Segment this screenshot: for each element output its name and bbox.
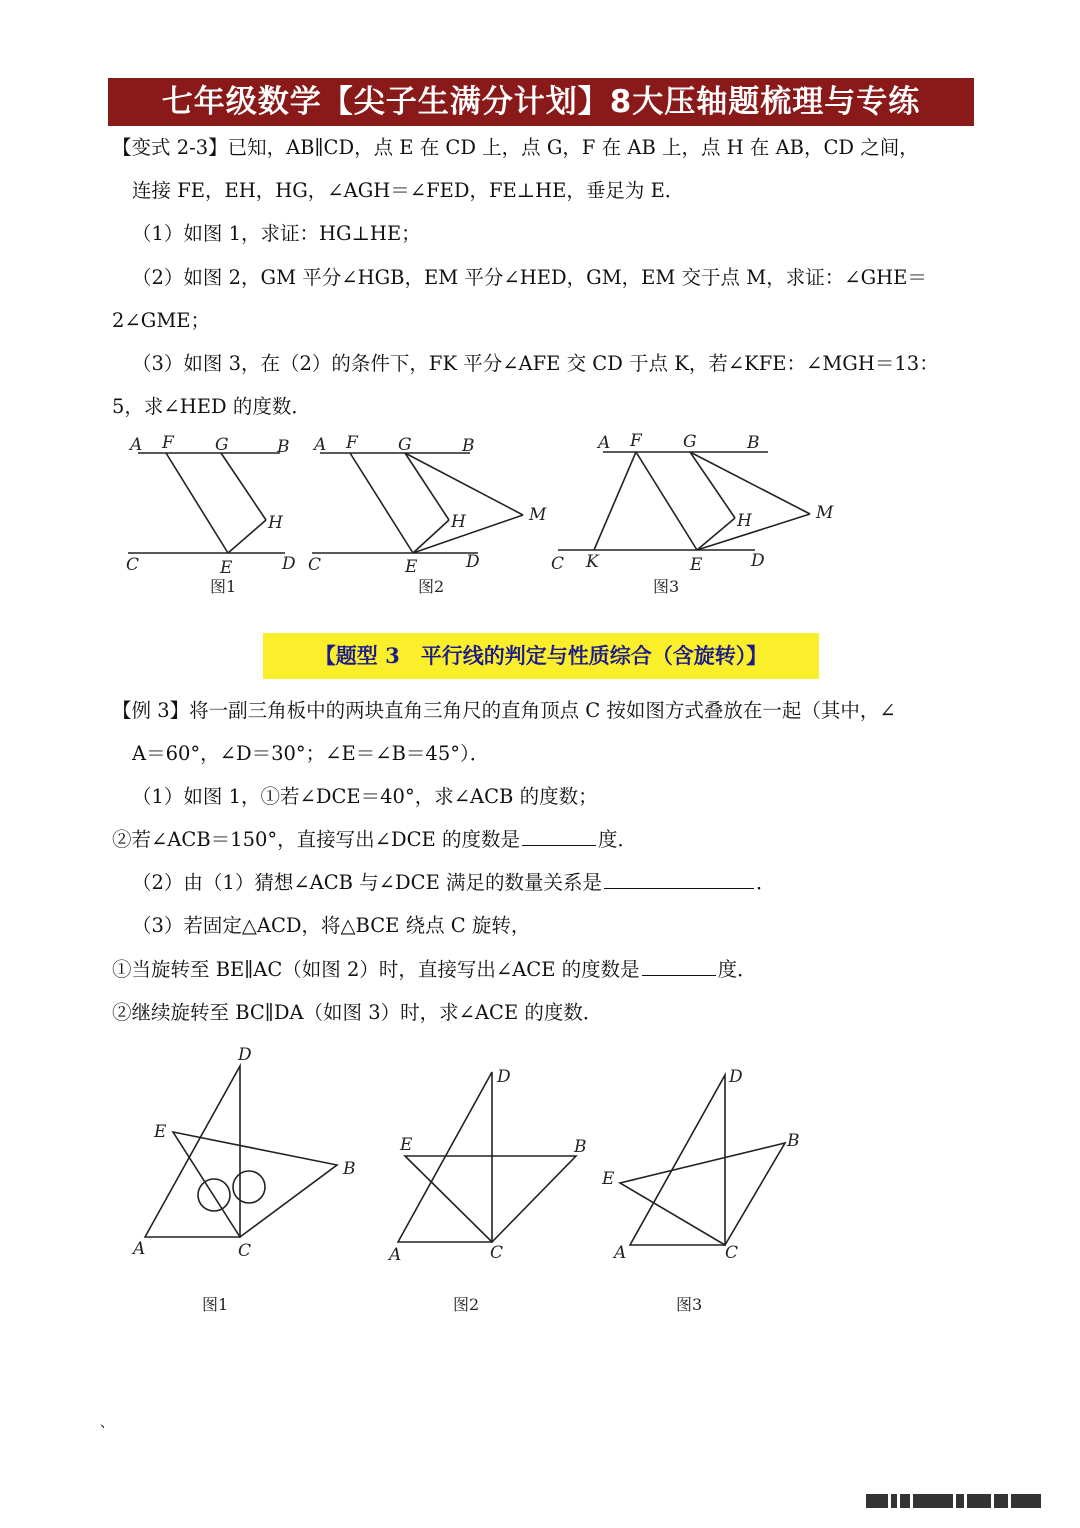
- label-M: M: [529, 505, 547, 525]
- label-F: F: [162, 433, 174, 453]
- caption-fig3-bottom: 图3: [676, 1295, 703, 1314]
- label-A: A: [389, 1245, 402, 1265]
- variant-question-3-line2: 5，求∠HED 的度数．: [112, 395, 311, 418]
- label-E: E: [405, 557, 418, 577]
- label-M: M: [816, 503, 834, 523]
- label-B: B: [574, 1137, 587, 1157]
- example-statement-line2: A＝60°，∠D＝30°；∠E＝∠B＝45°）．: [132, 742, 490, 765]
- example-question-1b-unit: 度．: [597, 828, 637, 851]
- label-D: D: [238, 1045, 252, 1065]
- example-statement-line1: 【例 3】将一副三角板中的两块直角三角尺的直角顶点 C 按如图方式叠放在一起（其中，∠: [112, 699, 896, 722]
- variant-question-1: （1）如图 1，求证：HG⊥HE；: [132, 222, 421, 245]
- label-A: A: [133, 1239, 146, 1259]
- label-E: E: [220, 558, 233, 578]
- caption-fig2-top: 图2: [418, 577, 445, 596]
- caption-fig1-bottom: 图1: [202, 1295, 229, 1314]
- caption-fig3-top: 图3: [653, 577, 680, 596]
- label-C: C: [126, 555, 140, 575]
- variant-statement-line1: 【变式 2-3】已知，AB∥CD，点 E 在 CD 上，点 G，F 在 AB 上，点 H 在 AB，CD 之间，: [112, 136, 919, 159]
- label-D: D: [751, 551, 765, 571]
- label-H: H: [268, 513, 283, 533]
- label-B: B: [277, 437, 290, 457]
- example-question-3: （3）若固定△ACD，将△BCE 绕点 C 旋转，: [132, 914, 531, 937]
- label-E: E: [154, 1122, 167, 1142]
- label-C: C: [551, 554, 565, 574]
- label-E: E: [602, 1169, 615, 1189]
- caption-fig1-top: 图1: [210, 577, 237, 596]
- label-C: C: [238, 1241, 252, 1261]
- page-banner-title: 七年级数学【尖子生满分计划】8大压轴题梳理与专练: [108, 78, 974, 126]
- variant-question-3-line1: （3）如图 3，在（2）的条件下，FK 平分∠AFE 交 CD 于点 K，若∠KFE：∠MGH＝13：: [132, 352, 939, 375]
- label-C: C: [490, 1243, 504, 1263]
- label-D: D: [497, 1067, 511, 1087]
- label-F: F: [346, 433, 358, 453]
- label-A: A: [598, 433, 611, 453]
- label-C: C: [725, 1243, 739, 1263]
- label-E: E: [690, 555, 703, 575]
- question-type-heading: 【题型 3 平行线的判定与性质综合（含旋转）】: [263, 633, 819, 679]
- scan-corner-marks: [866, 1494, 1056, 1508]
- label-G: G: [215, 435, 229, 455]
- label-D: D: [466, 552, 480, 572]
- label-B: B: [787, 1131, 800, 1151]
- footer-mark: 、: [100, 1415, 114, 1431]
- example-question-2-end: ．: [756, 871, 776, 894]
- label-D: D: [282, 554, 296, 574]
- example-question-1b-text: ②若∠ACB＝150°，直接写出∠DCE 的度数是: [112, 828, 520, 851]
- label-B: B: [343, 1159, 356, 1179]
- example-question-1a: （1）如图 1，①若∠DCE＝40°，求∠ACB 的度数；: [132, 785, 598, 808]
- variant-question-2-line1: （2）如图 2，GM 平分∠HGB，EM 平分∠HED，GM，EM 交于点 M，求证：∠GHE＝: [132, 266, 927, 289]
- example-question-3b: ②继续旋转至 BC∥DA（如图 3）时，求∠ACE 的度数．: [112, 1001, 603, 1024]
- label-G: G: [683, 432, 697, 452]
- label-B: B: [462, 436, 475, 456]
- example-question-3a-text: ①当旋转至 BE∥AC（如图 2）时，直接写出∠ACE 的度数是: [112, 958, 640, 981]
- label-B: B: [747, 433, 760, 453]
- label-A: A: [130, 435, 143, 455]
- example-question-2-text: （2）由（1）猜想∠ACB 与∠DCE 满足的数量关系是: [132, 871, 603, 894]
- label-E: E: [400, 1135, 413, 1155]
- example-question-3a-unit: 度．: [717, 958, 757, 981]
- caption-fig2-bottom: 图2: [453, 1295, 480, 1314]
- label-A: A: [614, 1243, 627, 1263]
- label-H: H: [737, 511, 752, 531]
- label-G: G: [398, 435, 412, 455]
- label-H: H: [451, 512, 466, 532]
- label-D: D: [729, 1067, 743, 1087]
- label-K: K: [586, 552, 599, 572]
- label-A: A: [314, 435, 327, 455]
- label-F: F: [630, 431, 642, 451]
- variant-question-2-line2: 2∠GME；: [112, 309, 211, 332]
- label-C: C: [308, 555, 322, 575]
- variant-statement-line2: 连接 FE，EH，HG，∠AGH＝∠FED，FE⊥HE，垂足为 E．: [132, 179, 685, 202]
